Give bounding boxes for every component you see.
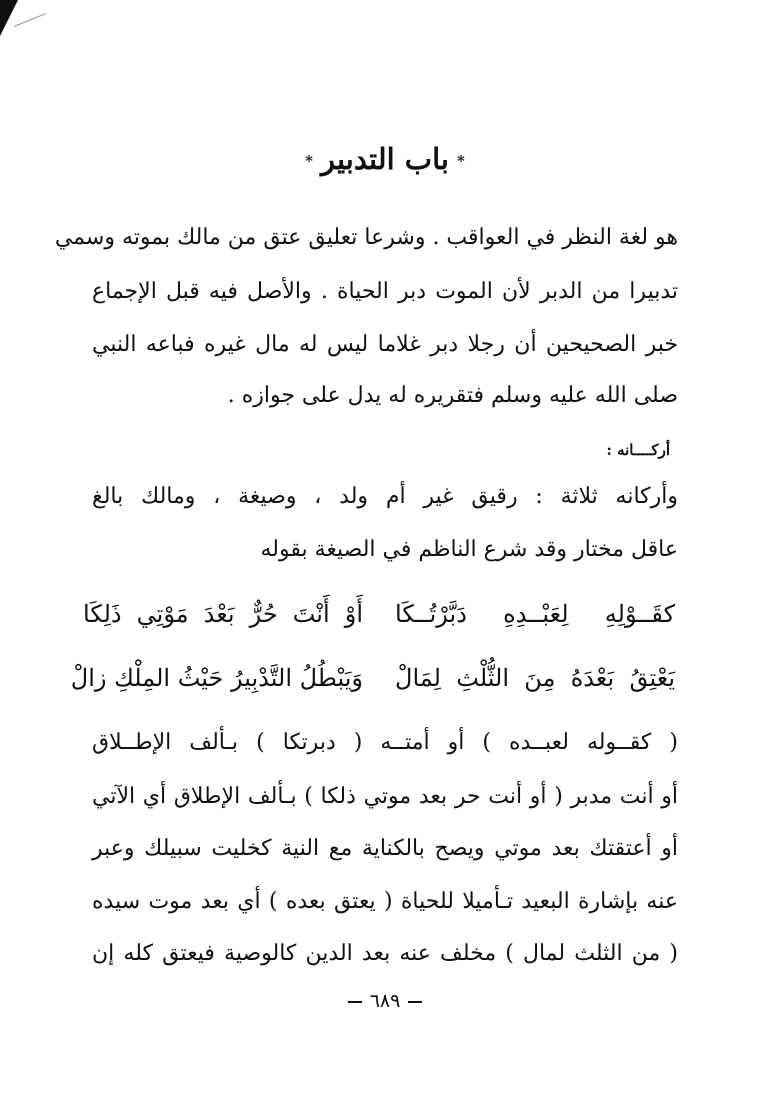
- title-ornament-right: *: [457, 152, 465, 170]
- verse-2-first-hemistich: يَعْتِقُ بَعْدَهُ مِنَ الثُّلْثِ لِمَالْ: [395, 664, 675, 692]
- page-number-dash-right: [408, 1001, 422, 1003]
- verse-row-1: [83, 590, 675, 638]
- intro-line-1: هو لغة النظر في العواقب . وشرعا تعليق عتق من مالك بموته وسمي: [54, 225, 678, 250]
- page-number-dash-left: [348, 1001, 362, 1003]
- intro-line-3: خبر الصحيحين أن رجلا دبر غلاما ليس له مال غيره فباعه النبي: [92, 332, 678, 357]
- pillars-line-2: عاقل مختار وقد شرع الناظم في الصيغة بقوله: [260, 537, 678, 562]
- section-subheading: أركــــانه :: [606, 441, 670, 459]
- commentary-line-4: عنه بإشارة البعيد تـأميلا للحياة ( يعتق بعده ) أي بعد موت سيده: [92, 889, 678, 914]
- intro-line-4: صلى الله عليه وسلم فتقريره له يدل على جوازه .: [227, 383, 678, 408]
- page-number-text: ٦٨٩: [369, 990, 401, 1012]
- verse-row-2: [70, 654, 675, 702]
- verse-1-first-hemistich: كقَــوْلِهِ لِعَبْــدِهِ دَبَّرْتُــكَا: [395, 600, 675, 628]
- commentary-line-2: أو أنت مدبر ( أو أنت حر بعد موتي ذلكا ) بـألف الإطلاق أي الآتي: [92, 784, 678, 809]
- verse-1-second-hemistich: أَوْ أَنْتَ حُرٌّ بَعْدَ مَوْتِي ذَلِكَا: [83, 600, 363, 628]
- commentary-line-1: ( كقــوله لعبــده ) أو أمتــه ( دبرتكا ) بـألف الإطــلاق: [92, 730, 678, 755]
- pillars-line-1: وأركانه ثلاثة : رقيق غير أم ولد ، وصيغة ، ومالك بالغ: [92, 484, 678, 509]
- commentary-line-5: ( من الثلث لمال ) مخلف عنه بعد الدين كالوصية فيعتق كله إن: [92, 941, 678, 966]
- chapter-title-text: باب التدبير: [321, 142, 449, 176]
- commentary-line-3: أو أعتقتك بعد موتي ويصح بالكناية مع النية كخليت سبيلك وعبر: [92, 836, 678, 861]
- verse-2-second-hemistich: وَيَبْطُلُ التَّدْبِيرُ حَيْثُ المِلْكِ زالْ: [70, 664, 363, 692]
- title-ornament-left: *: [305, 152, 313, 170]
- chapter-title: [0, 136, 770, 184]
- page-number: [0, 986, 770, 1016]
- intro-line-2: تدبيرا من الدبر لأن الموت دبر الحياة . والأصل فيه قبل الإجماع: [92, 279, 678, 304]
